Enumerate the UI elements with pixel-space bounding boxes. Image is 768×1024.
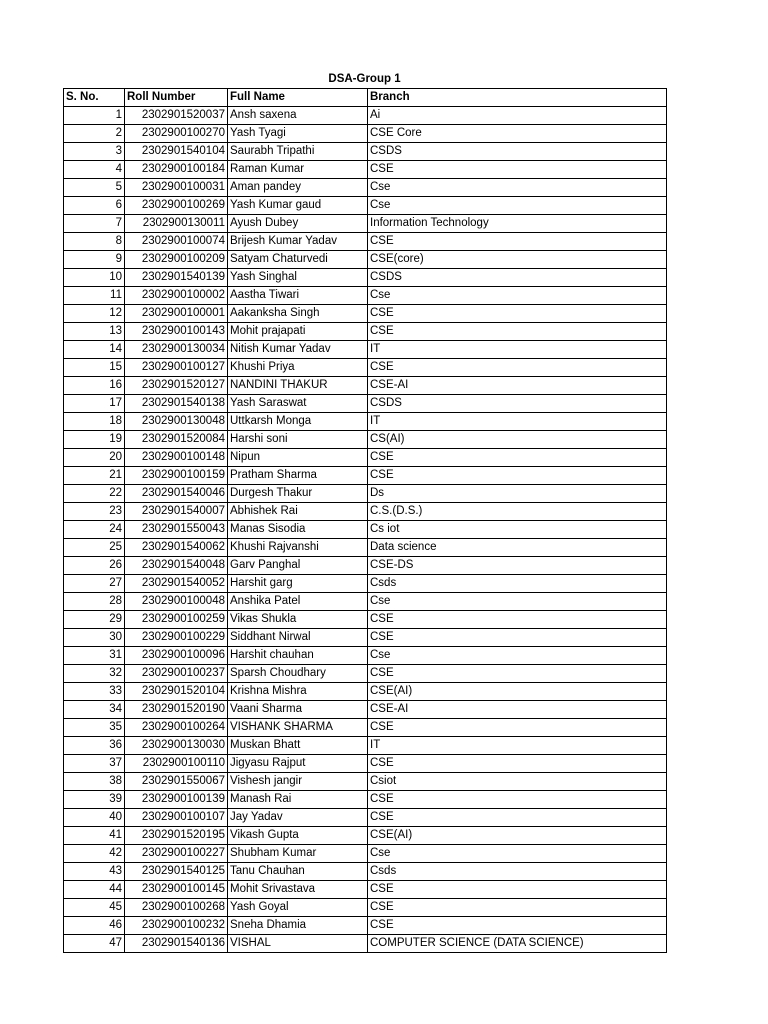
cell-full-name: Muskan Bhatt xyxy=(228,737,368,755)
cell-full-name: Aakanksha Singh xyxy=(228,305,368,323)
cell-roll-number: 2302901540138 xyxy=(125,395,228,413)
cell-branch: CSE Core xyxy=(368,125,667,143)
cell-roll-number: 2302901540046 xyxy=(125,485,228,503)
table-row xyxy=(64,431,667,449)
cell-sno: 9 xyxy=(64,251,125,269)
table-row xyxy=(64,773,667,791)
cell-roll-number: 2302901520190 xyxy=(125,701,228,719)
cell-full-name: Khushi Rajvanshi xyxy=(228,539,368,557)
table-row xyxy=(64,593,667,611)
cell-roll-number: 2302900100110 xyxy=(125,755,228,773)
cell-sno: 35 xyxy=(64,719,125,737)
cell-branch: Ds xyxy=(368,485,667,503)
cell-roll-number: 2302901540052 xyxy=(125,575,228,593)
header-branch: Branch xyxy=(368,89,667,107)
table-row xyxy=(64,611,667,629)
table-row xyxy=(64,665,667,683)
cell-branch: CSE-DS xyxy=(368,557,667,575)
table-row xyxy=(64,125,667,143)
cell-full-name: Shubham Kumar xyxy=(228,845,368,863)
student-roster-table xyxy=(63,88,667,953)
cell-full-name: Brijesh Kumar Yadav xyxy=(228,233,368,251)
table-row xyxy=(64,503,667,521)
cell-roll-number: 2302900100184 xyxy=(125,161,228,179)
cell-branch: CSE xyxy=(368,917,667,935)
table-row xyxy=(64,701,667,719)
sheet-title: DSA-Group 1 xyxy=(328,73,401,85)
cell-sno: 6 xyxy=(64,197,125,215)
cell-sno: 34 xyxy=(64,701,125,719)
cell-sno: 45 xyxy=(64,899,125,917)
table-row xyxy=(64,143,667,161)
cell-full-name: Harshit chauhan xyxy=(228,647,368,665)
cell-sno: 8 xyxy=(64,233,125,251)
cell-roll-number: 2302901520037 xyxy=(125,107,228,125)
cell-branch: Csds xyxy=(368,863,667,881)
cell-sno: 40 xyxy=(64,809,125,827)
cell-sno: 47 xyxy=(64,935,125,953)
table-row xyxy=(64,557,667,575)
table-row xyxy=(64,395,667,413)
cell-sno: 19 xyxy=(64,431,125,449)
cell-branch: C.S.(D.S.) xyxy=(368,503,667,521)
cell-roll-number: 2302900100148 xyxy=(125,449,228,467)
cell-sno: 10 xyxy=(64,269,125,287)
table-row xyxy=(64,269,667,287)
header-roll-number: Roll Number xyxy=(125,89,228,107)
cell-sno: 32 xyxy=(64,665,125,683)
header-sno: S. No. xyxy=(64,89,125,107)
table-row xyxy=(64,809,667,827)
cell-full-name: Jay Yadav xyxy=(228,809,368,827)
cell-branch: CSE xyxy=(368,629,667,647)
table-row xyxy=(64,629,667,647)
cell-sno: 12 xyxy=(64,305,125,323)
cell-sno: 31 xyxy=(64,647,125,665)
cell-branch: CSE(AI) xyxy=(368,827,667,845)
cell-branch: IT xyxy=(368,341,667,359)
cell-sno: 16 xyxy=(64,377,125,395)
table-row xyxy=(64,683,667,701)
table-row xyxy=(64,413,667,431)
table-row xyxy=(64,827,667,845)
cell-roll-number: 2302900100143 xyxy=(125,323,228,341)
table-row xyxy=(64,359,667,377)
cell-full-name: Garv Panghal xyxy=(228,557,368,575)
cell-roll-number: 2302901520195 xyxy=(125,827,228,845)
cell-branch: Cse xyxy=(368,197,667,215)
table-row xyxy=(64,287,667,305)
cell-roll-number: 2302900100264 xyxy=(125,719,228,737)
cell-full-name: Khushi Priya xyxy=(228,359,368,377)
table-row xyxy=(64,521,667,539)
cell-branch: CSE xyxy=(368,809,667,827)
cell-roll-number: 2302901520084 xyxy=(125,431,228,449)
cell-roll-number: 2302900100232 xyxy=(125,917,228,935)
cell-sno: 18 xyxy=(64,413,125,431)
cell-sno: 1 xyxy=(64,107,125,125)
cell-full-name: Yash Kumar gaud xyxy=(228,197,368,215)
cell-full-name: Sneha Dhamia xyxy=(228,917,368,935)
cell-full-name: Yash Singhal xyxy=(228,269,368,287)
cell-roll-number: 2302900100259 xyxy=(125,611,228,629)
cell-full-name: Pratham Sharma xyxy=(228,467,368,485)
table-row xyxy=(64,323,667,341)
cell-branch: CSE xyxy=(368,719,667,737)
cell-roll-number: 2302901540136 xyxy=(125,935,228,953)
cell-full-name: Siddhant Nirwal xyxy=(228,629,368,647)
cell-full-name: Abhishek Rai xyxy=(228,503,368,521)
table-row xyxy=(64,719,667,737)
cell-sno: 38 xyxy=(64,773,125,791)
cell-sno: 26 xyxy=(64,557,125,575)
cell-sno: 37 xyxy=(64,755,125,773)
cell-full-name: Tanu Chauhan xyxy=(228,863,368,881)
cell-roll-number: 2302900100139 xyxy=(125,791,228,809)
cell-roll-number: 2302900100268 xyxy=(125,899,228,917)
cell-sno: 39 xyxy=(64,791,125,809)
cell-branch: Cs iot xyxy=(368,521,667,539)
cell-roll-number: 2302900100048 xyxy=(125,593,228,611)
roster-body xyxy=(64,107,667,953)
table-row xyxy=(64,575,667,593)
cell-full-name: Yash Saraswat xyxy=(228,395,368,413)
cell-full-name: Vishesh jangir xyxy=(228,773,368,791)
cell-sno: 17 xyxy=(64,395,125,413)
table-row xyxy=(64,107,667,125)
cell-branch: CSE xyxy=(368,161,667,179)
cell-full-name: Ayush Dubey xyxy=(228,215,368,233)
cell-branch: CSE-AI xyxy=(368,377,667,395)
cell-sno: 25 xyxy=(64,539,125,557)
cell-sno: 21 xyxy=(64,467,125,485)
table-row xyxy=(64,467,667,485)
cell-roll-number: 2302901550043 xyxy=(125,521,228,539)
table-row xyxy=(64,899,667,917)
cell-full-name: Harshi soni xyxy=(228,431,368,449)
cell-branch: Cse xyxy=(368,287,667,305)
cell-full-name: Sparsh Choudhary xyxy=(228,665,368,683)
cell-roll-number: 2302900130034 xyxy=(125,341,228,359)
cell-roll-number: 2302900100002 xyxy=(125,287,228,305)
cell-branch: IT xyxy=(368,413,667,431)
cell-branch: CSE xyxy=(368,233,667,251)
cell-sno: 4 xyxy=(64,161,125,179)
cell-full-name: Saurabh Tripathi xyxy=(228,143,368,161)
cell-full-name: Jigyasu Rajput xyxy=(228,755,368,773)
cell-roll-number: 2302901540007 xyxy=(125,503,228,521)
cell-sno: 20 xyxy=(64,449,125,467)
cell-branch: CSE xyxy=(368,323,667,341)
cell-branch: CSE xyxy=(368,449,667,467)
cell-branch: CSE-AI xyxy=(368,701,667,719)
table-row xyxy=(64,917,667,935)
table-row xyxy=(64,647,667,665)
cell-full-name: Nitish Kumar Yadav xyxy=(228,341,368,359)
cell-roll-number: 2302900100127 xyxy=(125,359,228,377)
cell-full-name: Krishna Mishra xyxy=(228,683,368,701)
cell-branch: CSE xyxy=(368,755,667,773)
table-row xyxy=(64,881,667,899)
cell-roll-number: 2302901540048 xyxy=(125,557,228,575)
cell-sno: 36 xyxy=(64,737,125,755)
cell-sno: 2 xyxy=(64,125,125,143)
cell-roll-number: 2302901540125 xyxy=(125,863,228,881)
table-row xyxy=(64,179,667,197)
cell-branch: Csiot xyxy=(368,773,667,791)
cell-branch: CSE xyxy=(368,611,667,629)
cell-roll-number: 2302901540139 xyxy=(125,269,228,287)
cell-roll-number: 2302900100074 xyxy=(125,233,228,251)
cell-full-name: Manash Rai xyxy=(228,791,368,809)
cell-sno: 23 xyxy=(64,503,125,521)
cell-roll-number: 2302900100269 xyxy=(125,197,228,215)
cell-full-name: NANDINI THAKUR xyxy=(228,377,368,395)
table-row xyxy=(64,377,667,395)
cell-full-name: Satyam Chaturvedi xyxy=(228,251,368,269)
cell-branch: Data science xyxy=(368,539,667,557)
cell-branch: CSDS xyxy=(368,269,667,287)
cell-full-name: Vaani Sharma xyxy=(228,701,368,719)
cell-roll-number: 2302900100096 xyxy=(125,647,228,665)
cell-branch: Cse xyxy=(368,845,667,863)
cell-full-name: Uttkarsh Monga xyxy=(228,413,368,431)
cell-roll-number: 2302900100237 xyxy=(125,665,228,683)
cell-branch: CSE xyxy=(368,359,667,377)
cell-full-name: Vikas Shukla xyxy=(228,611,368,629)
cell-roll-number: 2302900100227 xyxy=(125,845,228,863)
cell-roll-number: 2302900100229 xyxy=(125,629,228,647)
table-row xyxy=(64,485,667,503)
header-full-name: Full Name xyxy=(228,89,368,107)
cell-branch: CSE(core) xyxy=(368,251,667,269)
cell-full-name: VISHANK SHARMA xyxy=(228,719,368,737)
table-row xyxy=(64,305,667,323)
cell-full-name: Mohit prajapati xyxy=(228,323,368,341)
cell-branch: CS(AI) xyxy=(368,431,667,449)
table-row xyxy=(64,215,667,233)
cell-sno: 11 xyxy=(64,287,125,305)
cell-full-name: Anshika Patel xyxy=(228,593,368,611)
cell-branch: CSE xyxy=(368,899,667,917)
cell-branch: CSE(AI) xyxy=(368,683,667,701)
cell-full-name: Aman pandey xyxy=(228,179,368,197)
cell-roll-number: 2302900100145 xyxy=(125,881,228,899)
cell-branch: Ai xyxy=(368,107,667,125)
table-row xyxy=(64,539,667,557)
cell-branch: CSDS xyxy=(368,143,667,161)
header-row xyxy=(64,89,667,107)
cell-branch: COMPUTER SCIENCE (DATA SCIENCE) xyxy=(368,935,667,953)
cell-branch: Cse xyxy=(368,647,667,665)
cell-roll-number: 2302900100031 xyxy=(125,179,228,197)
cell-roll-number: 2302900130030 xyxy=(125,737,228,755)
table-row xyxy=(64,251,667,269)
cell-roll-number: 2302900100270 xyxy=(125,125,228,143)
cell-roll-number: 2302900130011 xyxy=(125,215,228,233)
table-row xyxy=(64,935,667,953)
cell-sno: 44 xyxy=(64,881,125,899)
cell-branch: CSE xyxy=(368,881,667,899)
cell-roll-number: 2302901540104 xyxy=(125,143,228,161)
cell-roll-number: 2302900130048 xyxy=(125,413,228,431)
cell-full-name: Harshit garg xyxy=(228,575,368,593)
cell-sno: 29 xyxy=(64,611,125,629)
cell-full-name: Vikash Gupta xyxy=(228,827,368,845)
cell-sno: 15 xyxy=(64,359,125,377)
cell-sno: 7 xyxy=(64,215,125,233)
cell-sno: 3 xyxy=(64,143,125,161)
table-row xyxy=(64,755,667,773)
table-row xyxy=(64,197,667,215)
cell-sno: 22 xyxy=(64,485,125,503)
cell-full-name: Durgesh Thakur xyxy=(228,485,368,503)
cell-branch: Cse xyxy=(368,593,667,611)
cell-branch: Csds xyxy=(368,575,667,593)
cell-full-name: Nipun xyxy=(228,449,368,467)
table-row xyxy=(64,863,667,881)
cell-roll-number: 2302900100209 xyxy=(125,251,228,269)
cell-roll-number: 2302901540062 xyxy=(125,539,228,557)
cell-roll-number: 2302901520127 xyxy=(125,377,228,395)
cell-full-name: Mohit Srivastava xyxy=(228,881,368,899)
cell-sno: 24 xyxy=(64,521,125,539)
cell-branch: CSE xyxy=(368,665,667,683)
cell-branch: CSE xyxy=(368,305,667,323)
cell-sno: 14 xyxy=(64,341,125,359)
cell-sno: 30 xyxy=(64,629,125,647)
cell-branch: CSE xyxy=(368,467,667,485)
table-row xyxy=(64,737,667,755)
cell-full-name: Yash Tyagi xyxy=(228,125,368,143)
cell-roll-number: 2302900100001 xyxy=(125,305,228,323)
cell-roll-number: 2302901550067 xyxy=(125,773,228,791)
cell-full-name: Ansh saxena xyxy=(228,107,368,125)
cell-sno: 28 xyxy=(64,593,125,611)
table-row xyxy=(64,845,667,863)
cell-branch: CSE xyxy=(368,791,667,809)
table-row xyxy=(64,233,667,251)
cell-roll-number: 2302900100159 xyxy=(125,467,228,485)
cell-sno: 33 xyxy=(64,683,125,701)
cell-branch: Information Technology xyxy=(368,215,667,233)
cell-sno: 43 xyxy=(64,863,125,881)
table-row xyxy=(64,791,667,809)
cell-full-name: VISHAL xyxy=(228,935,368,953)
cell-branch: CSDS xyxy=(368,395,667,413)
cell-sno: 5 xyxy=(64,179,125,197)
cell-branch: Cse xyxy=(368,179,667,197)
cell-sno: 41 xyxy=(64,827,125,845)
cell-sno: 13 xyxy=(64,323,125,341)
cell-sno: 42 xyxy=(64,845,125,863)
cell-sno: 46 xyxy=(64,917,125,935)
table-row xyxy=(64,161,667,179)
cell-full-name: Yash Goyal xyxy=(228,899,368,917)
cell-roll-number: 2302901520104 xyxy=(125,683,228,701)
cell-full-name: Raman Kumar xyxy=(228,161,368,179)
cell-roll-number: 2302900100107 xyxy=(125,809,228,827)
table-row xyxy=(64,449,667,467)
cell-full-name: Manas Sisodia xyxy=(228,521,368,539)
cell-branch: IT xyxy=(368,737,667,755)
table-row xyxy=(64,341,667,359)
cell-sno: 27 xyxy=(64,575,125,593)
cell-full-name: Aastha Tiwari xyxy=(228,287,368,305)
